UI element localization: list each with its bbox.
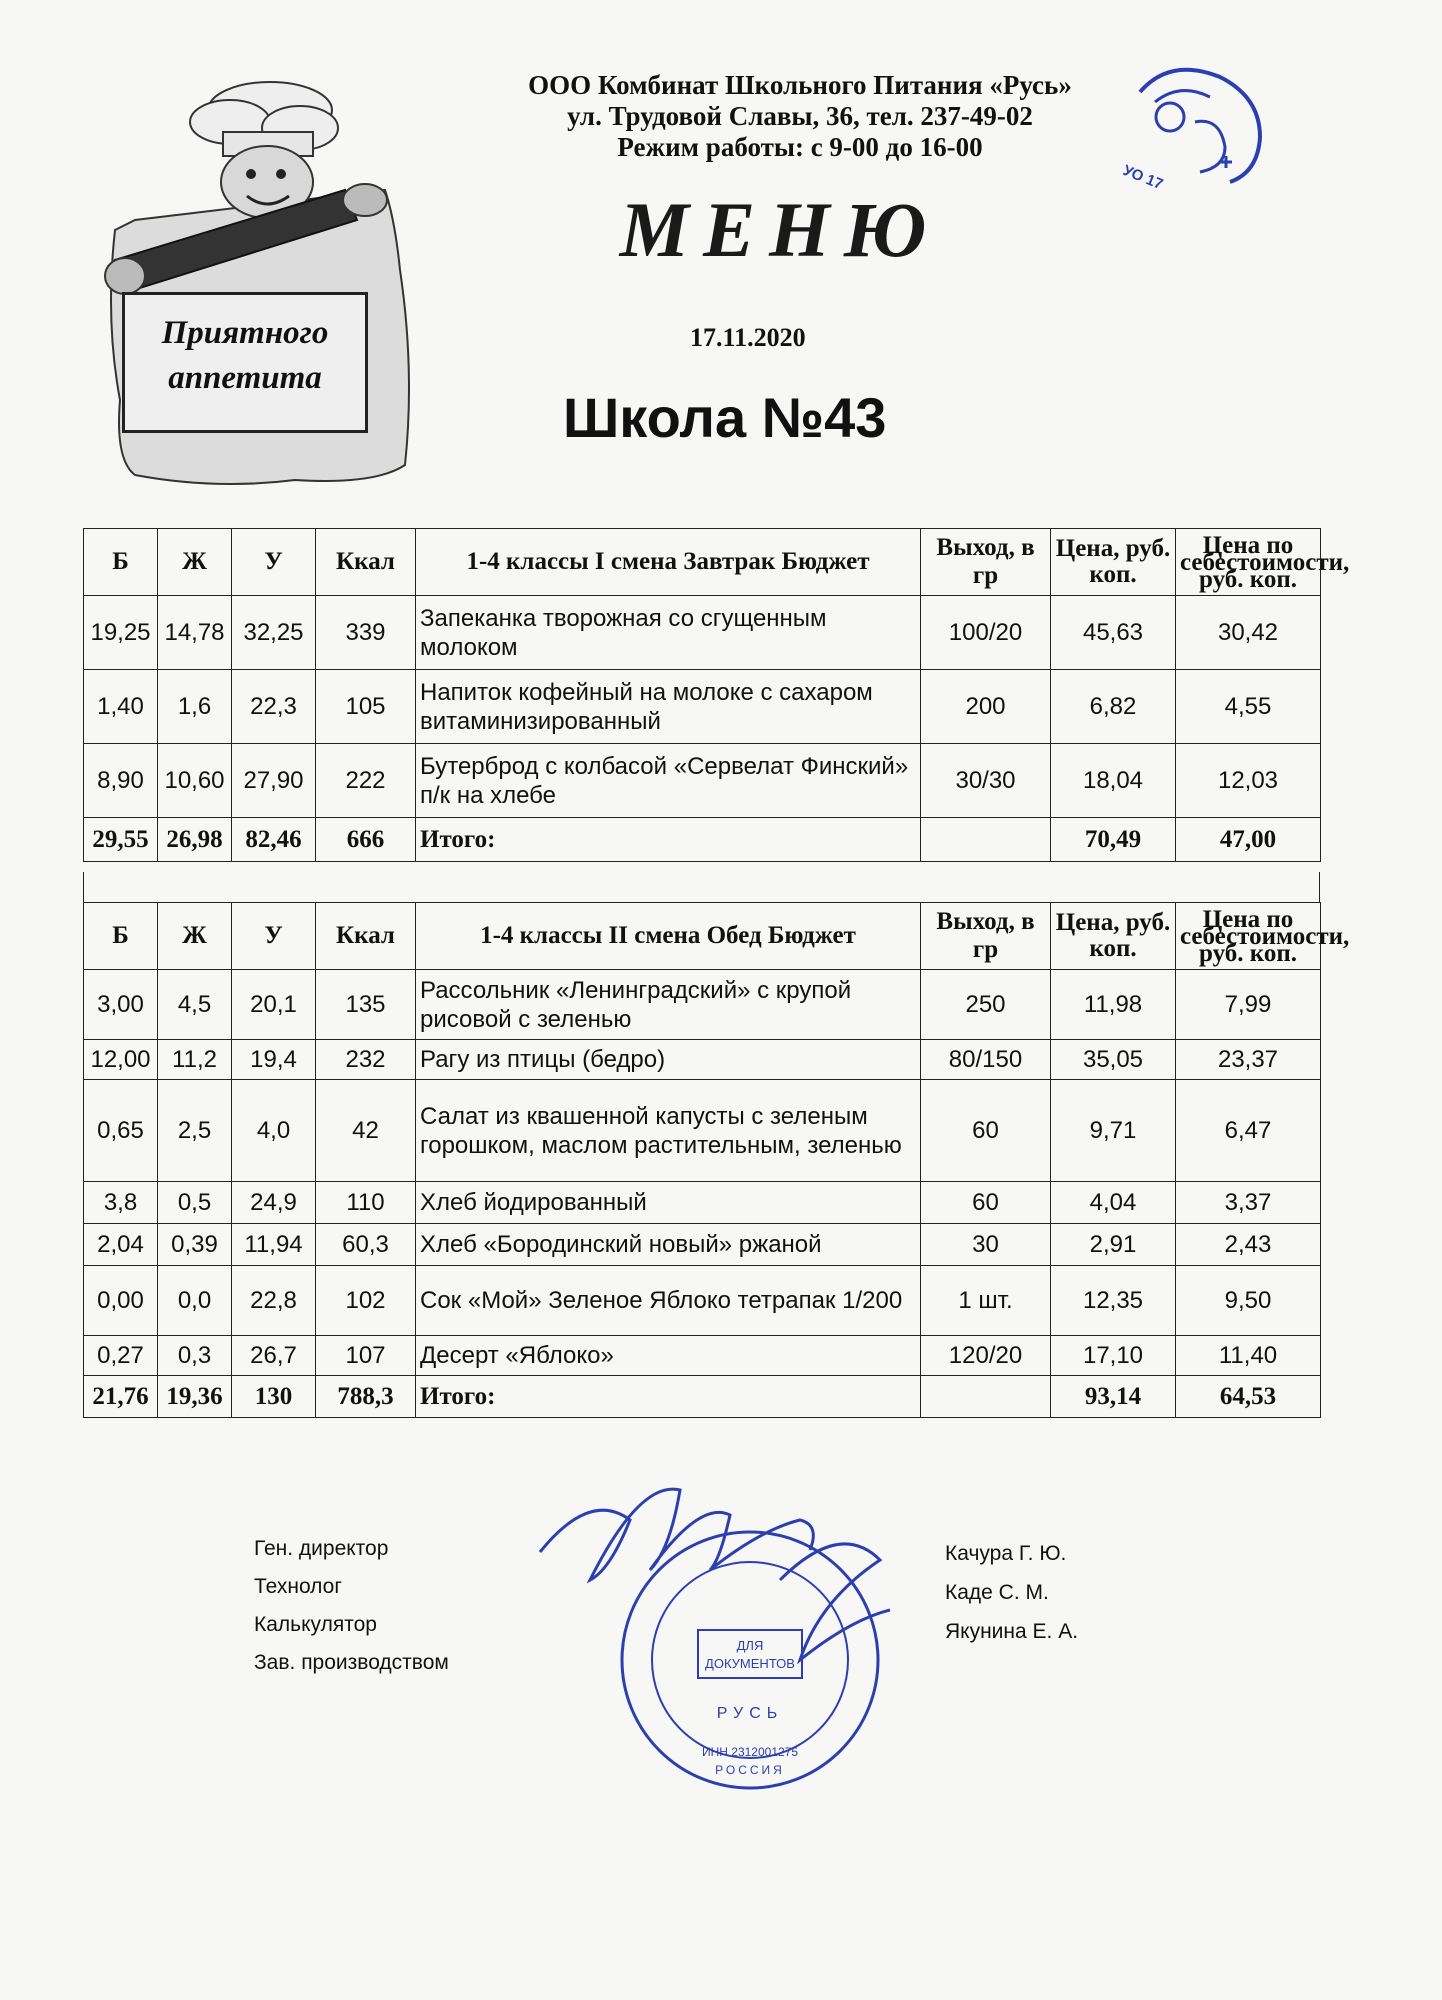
cell: 3,00 [84, 970, 158, 1040]
cell: 1 шт. [921, 1266, 1051, 1336]
cell: 17,10 [1051, 1336, 1176, 1376]
cell: 105 [316, 670, 416, 744]
dish-name: Сок «Мой» Зеленое Яблоко тетрапак 1/200 [416, 1266, 921, 1336]
cell: 6,82 [1051, 670, 1176, 744]
cell: 60,3 [316, 1224, 416, 1266]
cell: 2,5 [158, 1080, 232, 1182]
total-label: Итого: [416, 1376, 921, 1418]
cell: 45,63 [1051, 596, 1176, 670]
cell: 339 [316, 596, 416, 670]
cell: 11,94 [232, 1224, 316, 1266]
table-row [84, 596, 1321, 670]
cell: 222 [316, 744, 416, 818]
cell: 20,1 [232, 970, 316, 1040]
table-row [84, 1336, 1321, 1376]
dish-name: Рагу из птицы (бедро) [416, 1040, 921, 1080]
table-row [84, 1080, 1321, 1182]
table-title: 1-4 классы I смена Завтрак Бюджет [416, 529, 921, 596]
role-production-head: Зав. производством [254, 1651, 449, 1674]
cell: 12,00 [84, 1040, 158, 1080]
cell: 135 [316, 970, 416, 1040]
dish-name: Хлеб «Бородинский новый» ржаной [416, 1224, 921, 1266]
round-stamp [520, 1460, 940, 1800]
cell: 60 [921, 1080, 1051, 1182]
person-director: Качура Г. Ю. [945, 1542, 1067, 1565]
dish-name: Десерт «Яблоко» [416, 1336, 921, 1376]
col-output: Выход, в гр [921, 529, 1051, 596]
breakfast-table [83, 528, 1350, 862]
cell: 30 [921, 1224, 1051, 1266]
cell: 788,3 [316, 1376, 416, 1418]
person-calculator: Якунина Е. А. [945, 1620, 1079, 1643]
cell: 0,00 [84, 1266, 158, 1336]
cell: 23,37 [1176, 1040, 1321, 1080]
cell: 250 [921, 970, 1051, 1040]
cell: 93,14 [1051, 1376, 1176, 1418]
cell: 9,71 [1051, 1080, 1176, 1182]
cell: 80/150 [921, 1040, 1051, 1080]
cell: 0,27 [84, 1336, 158, 1376]
dish-name: Рассольник «Ленинградский» с крупой рисовой с зеленью [416, 970, 921, 1040]
cell: 11,2 [158, 1040, 232, 1080]
cell: 1,6 [158, 670, 232, 744]
cell: 0,5 [158, 1182, 232, 1224]
cell: 100/20 [921, 596, 1051, 670]
col-price: Цена, руб. коп. [1051, 903, 1176, 970]
cell: 9,50 [1176, 1266, 1321, 1336]
cell: 4,5 [158, 970, 232, 1040]
table-row [84, 1224, 1321, 1266]
cell: 11,98 [1051, 970, 1176, 1040]
role-calculator: Калькулятор [254, 1613, 377, 1636]
cell: 10,60 [158, 744, 232, 818]
cell [921, 1376, 1051, 1418]
cell: 11,40 [1176, 1336, 1321, 1376]
dish-name: Запеканка творожная со сгущенным молоком [416, 596, 921, 670]
table-header-row [84, 903, 1321, 970]
cell: 60 [921, 1182, 1051, 1224]
cell: 110 [316, 1182, 416, 1224]
corner-stamp-text: УО 17 [1120, 161, 1166, 194]
company-name: ООО Комбинат Школьного Питания «Русь» [528, 70, 1072, 100]
cell: 130 [232, 1376, 316, 1418]
cell: 82,46 [232, 818, 316, 862]
col-protein: Б [84, 529, 158, 596]
cell: 8,90 [84, 744, 158, 818]
cell: 19,25 [84, 596, 158, 670]
cell: 14,78 [158, 596, 232, 670]
cell: 12,35 [1051, 1266, 1176, 1336]
cell: 21,76 [84, 1376, 158, 1418]
col-carbs: У [232, 529, 316, 596]
cell: 102 [316, 1266, 416, 1336]
table-title: 1-4 классы II смена Обед Бюджет [416, 903, 921, 970]
corner-stamp [1100, 62, 1275, 212]
table-row [84, 744, 1321, 818]
cell: 107 [316, 1336, 416, 1376]
school-title: Школа №43 [563, 386, 887, 449]
cell: 26,7 [232, 1336, 316, 1376]
cell: 6,47 [1176, 1080, 1321, 1182]
cell: 200 [921, 670, 1051, 744]
cell: 35,05 [1051, 1040, 1176, 1080]
cell: 3,37 [1176, 1182, 1321, 1224]
cell: 42 [316, 1080, 416, 1182]
total-row [84, 1376, 1321, 1418]
cell: 22,3 [232, 670, 316, 744]
dish-name: Салат из квашенной капусты с зеленым горошком, маслом растительным, зеленью [416, 1080, 921, 1182]
bon-appetit-sign [122, 292, 368, 433]
cell: 22,8 [232, 1266, 316, 1336]
cell: 27,90 [232, 744, 316, 818]
cell: 19,4 [232, 1040, 316, 1080]
menu-title: МЕНЮ [619, 186, 941, 273]
cell: 0,65 [84, 1080, 158, 1182]
cell [921, 818, 1051, 862]
cell: 24,9 [232, 1182, 316, 1224]
cell: 29,55 [84, 818, 158, 862]
person-technologist: Каде С. М. [945, 1581, 1049, 1604]
cell: 4,0 [232, 1080, 316, 1182]
menu-date: 17.11.2020 [690, 323, 806, 352]
working-hours: Режим работы: с 9-00 до 16-00 [617, 132, 983, 162]
cell: 19,36 [158, 1376, 232, 1418]
table-spacer [83, 872, 1320, 902]
stamp-country: РОССИЯ [715, 1763, 785, 1777]
signature-scribble [780, 1544, 890, 1660]
cell: 12,03 [1176, 744, 1321, 818]
cell: 64,53 [1176, 1376, 1321, 1418]
col-fat: Ж [158, 903, 232, 970]
table-row [84, 1040, 1321, 1080]
cell: 47,00 [1176, 818, 1321, 862]
cell: 7,99 [1176, 970, 1321, 1040]
col-kcal: Ккал [316, 529, 416, 596]
col-fat: Ж [158, 529, 232, 596]
table-row [84, 970, 1321, 1040]
cell: 4,04 [1051, 1182, 1176, 1224]
total-label: Итого: [416, 818, 921, 862]
cell: 3,8 [84, 1182, 158, 1224]
cell: 2,04 [84, 1224, 158, 1266]
cell: 30/30 [921, 744, 1051, 818]
stamp-center-2: ДОКУМЕНТОВ [705, 1656, 795, 1671]
cell: 2,91 [1051, 1224, 1176, 1266]
cell: 2,43 [1176, 1224, 1321, 1266]
cell: 232 [316, 1040, 416, 1080]
stamp-center-1: ДЛЯ [736, 1638, 764, 1653]
col-output: Выход, в гр [921, 903, 1051, 970]
cell: 0,0 [158, 1266, 232, 1336]
cell: 666 [316, 818, 416, 862]
col-cost-price: Цена по себестоимости, руб. коп. [1176, 529, 1321, 596]
role-director: Ген. директор [254, 1537, 389, 1560]
dish-name: Напиток кофейный на молоке с сахаром витаминизированный [416, 670, 921, 744]
dish-name: Бутерброд с колбасой «Сервелат Финский» п/к на хлебе [416, 744, 921, 818]
company-address: ул. Трудовой Славы, 36, тел. 237-49-02 [567, 101, 1033, 131]
sign-line-2: аппетита [168, 360, 322, 396]
cell: 120/20 [921, 1336, 1051, 1376]
total-row [84, 818, 1321, 862]
col-kcal: Ккал [316, 903, 416, 970]
cell: 30,42 [1176, 596, 1321, 670]
table-row [84, 1182, 1321, 1224]
cell: 18,04 [1051, 744, 1176, 818]
cell: 70,49 [1051, 818, 1176, 862]
cell: 26,98 [158, 818, 232, 862]
cell: 1,40 [84, 670, 158, 744]
dish-name: Хлеб йодированный [416, 1182, 921, 1224]
cell: 0,3 [158, 1336, 232, 1376]
table-header-row [84, 529, 1321, 596]
col-protein: Б [84, 903, 158, 970]
col-carbs: У [232, 903, 316, 970]
sign-line-1: Приятного [161, 315, 329, 351]
table-row [84, 670, 1321, 744]
lunch-table [83, 902, 1350, 1418]
col-price: Цена, руб. коп. [1051, 529, 1176, 596]
stamp-inn: ИНН 2312001275 [701, 1745, 799, 1759]
cell: 4,55 [1176, 670, 1321, 744]
stamp-bottom: РУСЬ [716, 1705, 784, 1722]
col-cost-price: Цена по себестоимости, руб. коп. [1176, 903, 1321, 970]
role-technologist: Технолог [254, 1575, 343, 1598]
cell: 32,25 [232, 596, 316, 670]
table-row [84, 1266, 1321, 1336]
cell: 0,39 [158, 1224, 232, 1266]
